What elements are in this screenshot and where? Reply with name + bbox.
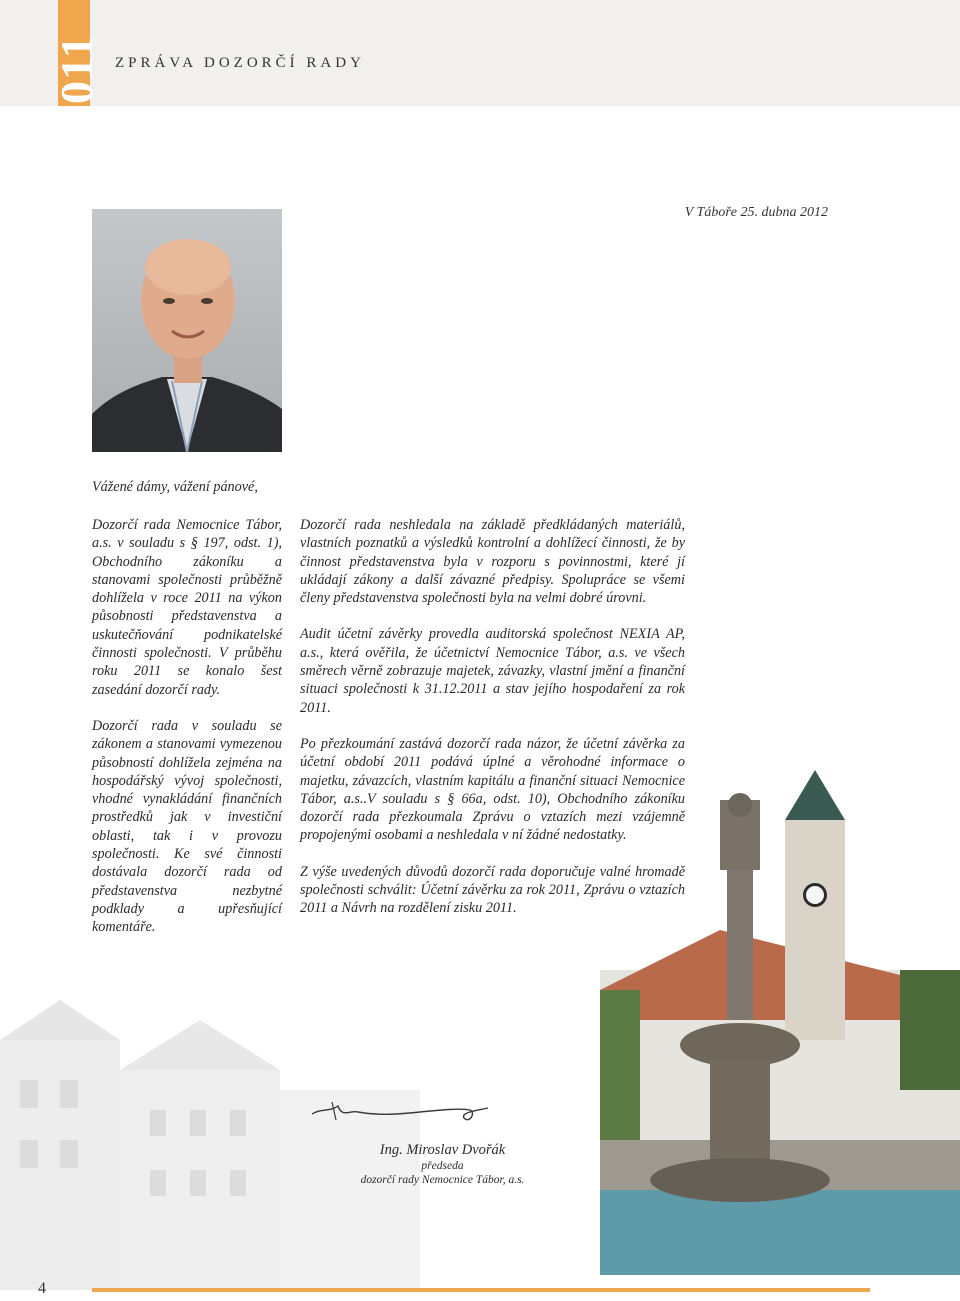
portrait-photo xyxy=(92,209,282,452)
page-number: 4 xyxy=(38,1280,46,1297)
left-paragraph-1: Dozorčí rada Nemocnice Tábor, a.s. v souladu s § 197, odst. 1), Obchodního zákoníku a stanovami společnosti průběžně dohlížela v roce 2011 na výkon působnosti představenstva a uskutečňování podnikatelské činnosti společnosti. V průběhu roku 2011 se konalo šest zasedání dozorčí rady. xyxy=(92,517,282,698)
right-column xyxy=(300,516,685,936)
header-band xyxy=(0,0,960,106)
year-label: 2011 xyxy=(51,34,102,128)
signer-role: předseda xyxy=(421,1160,464,1172)
left-column xyxy=(92,516,282,955)
right-paragraph-3: Po přezkoumání zastává dozorčí rada názor, že účetní závěrka za účetní období 2011 podává úplné a věrohodné informace o majetku, závazcích, vlastním kapitálu a finanční situaci Nemocnice Tábor, a.s..V souladu s § 66a, odst. 10), Obchodního zákoníku dozorčí rada přezkoumala Zprávu o vztazích mezi vzájemně propojenými osobami a neshledala v ní žádné nedostatky. xyxy=(300,735,685,844)
greeting: Vážené dámy, vážení pánové, xyxy=(92,479,258,495)
signer-organization: dozorčí rady Nemocnice Tábor, a.s. xyxy=(360,1174,525,1186)
signature-block xyxy=(300,1142,585,1187)
section-title: ZPRÁVA DOZORČÍ RADY xyxy=(115,55,365,71)
handwritten-signature xyxy=(310,1098,490,1128)
right-paragraph-4: Z výše uvedených důvodů dozorčí rada doporučuje valné hromadě společnosti schválit: Účetní závěrku za rok 2011, Zprávu o vztazích 2011 a Návrh na rozdělení zisku 2011. xyxy=(300,863,685,917)
footer-accent-line xyxy=(92,1288,870,1292)
signer-name: Ing. Miroslav Dvořák xyxy=(379,1142,506,1158)
right-paragraph-1: Dozorčí rada neshledala na základě předkládaných materiálů, vlastních poznatků a výsledků kontrolní a dohlížecí činnosti, že by činnost představenstva byla v rozporu s povinnostmi, které jí ukládají zákony a další závazné předpisy. Spolupráce se všemi členy představenstva společnosti byla na velmi dobré úrovni. xyxy=(300,517,685,607)
date-line: V Táboře 25. dubna 2012 xyxy=(684,205,828,220)
right-paragraph-2: Audit účetní závěrky provedla auditorská společnost NEXIA AP, a.s., která ověřila, že účetnictví Nemocnice Tábor, a.s. ve všech směrech věrně zobrazuje majetek, závazky, vlastní jmění a finanční situaci společnosti k 31.12.2011 a stav jejího hospodaření za rok 2011. xyxy=(300,626,685,716)
left-paragraph-2: Dozorčí rada v souladu se zákonem a stanovami vymezenou působností dohlížela zejména na hospodářský vývoj společnosti, vhodné vynakládání finančních prostředků jak v investiční oblasti, tak i v provozu společnosti. Ke své činnosti dostávala dozorčí rada od představenstva nezbytné podklady a upřesňující komentáře. xyxy=(92,717,282,936)
